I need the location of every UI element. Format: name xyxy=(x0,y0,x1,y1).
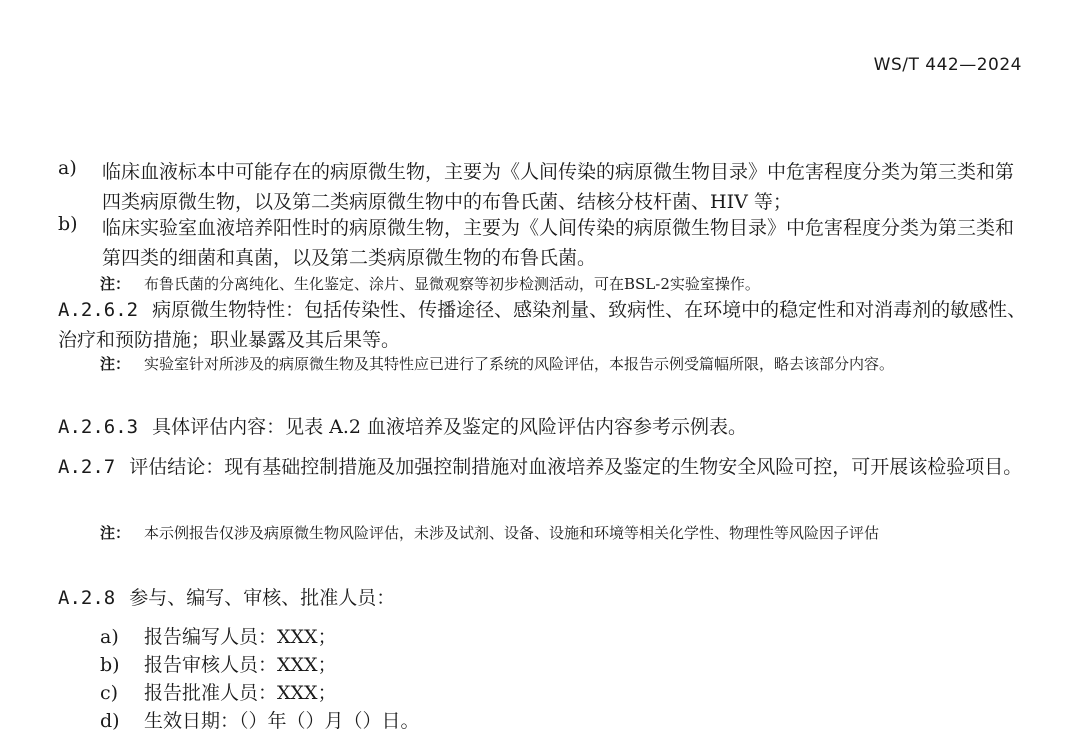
clause-number: A.2.8 xyxy=(58,587,116,609)
personnel-item-approver xyxy=(100,678,337,708)
note-label: 注： xyxy=(100,524,131,542)
list-marker: b) xyxy=(100,654,120,676)
effective-date-item xyxy=(100,706,420,736)
personnel-item-writer xyxy=(100,622,337,652)
note-scope xyxy=(100,522,1028,566)
clause-text: 参与、编写、审核、批准人员： xyxy=(129,587,396,609)
clause-text: 具体评估内容：见表 A.2 血液培养及鉴定的风险评估内容参考示例表。 xyxy=(152,416,748,438)
clause-number: A.2.6.3 xyxy=(58,416,139,438)
list-item-text: 临床实验室血液培养阳性时的病原微生物，主要为《人间传染的病原微生物目录》中危害程度分类为第三类和第四类的细菌和真菌，以及第二类病原微生物的布鲁氏菌。 xyxy=(102,217,1015,269)
list-marker: a) xyxy=(58,157,77,179)
note-label: 注： xyxy=(100,275,131,293)
list-marker: a) xyxy=(100,626,119,648)
list-item-text: 生效日期：（）年（）月（）日。 xyxy=(144,710,420,732)
list-marker: d) xyxy=(100,710,120,732)
note-text: 实验室针对所涉及的病原微生物及其特性应已进行了系统的风险评估，本报告示例受篇幅所限，略去该部分内容。 xyxy=(144,355,895,373)
list-item-text: 报告编写人员：XXX； xyxy=(144,626,337,648)
note-risk-assessment xyxy=(100,353,1028,397)
list-marker: b) xyxy=(58,213,78,235)
list-item-b xyxy=(58,213,1028,273)
clause-a28 xyxy=(58,583,1028,613)
note-bsl2 xyxy=(100,273,1028,295)
list-item-text: 报告批准人员：XXX； xyxy=(144,682,337,704)
clause-a263 xyxy=(58,412,1028,442)
list-marker: c) xyxy=(100,682,119,704)
clause-a27 xyxy=(58,452,1028,482)
clause-text: 病原微生物特性：包括传染性、传播途径、感染剂量、致病性、在环境中的稳定性和对消毒剂的敏感性、治疗和预防措施；职业暴露及其后果等。 xyxy=(58,299,1027,351)
clause-a262 xyxy=(58,295,1028,355)
clause-number: A.2.6.2 xyxy=(58,299,139,321)
clause-text: 评估结论：现有基础控制措施及加强控制措施对血液培养及鉴定的生物安全风险可控，可开展该检验项目。 xyxy=(129,456,1023,478)
standard-code: WS/T 442—2024 xyxy=(873,55,1022,75)
note-label: 注： xyxy=(100,355,131,373)
list-item-text: 临床血液标本中可能存在的病原微生物，主要为《人间传染的病原微生物目录》中危害程度分类为第三类和第四类病原微生物，以及第二类病原微生物中的布鲁氏菌、结核分枝杆菌、HIV 等； xyxy=(102,161,1015,213)
note-text: 本示例报告仅涉及病原微生物风险评估，未涉及试剂、设备、设施和环境等相关化学性、物理性等风险因子评估 xyxy=(144,524,880,542)
clause-number: A.2.7 xyxy=(58,456,116,478)
list-item-text: 报告审核人员：XXX； xyxy=(144,654,337,676)
note-text: 布鲁氏菌的分离纯化、生化鉴定、涂片、显微观察等初步检测活动，可在BSL-2实验室操作。 xyxy=(144,275,760,293)
personnel-item-reviewer xyxy=(100,650,337,680)
list-item-a xyxy=(58,157,1028,217)
